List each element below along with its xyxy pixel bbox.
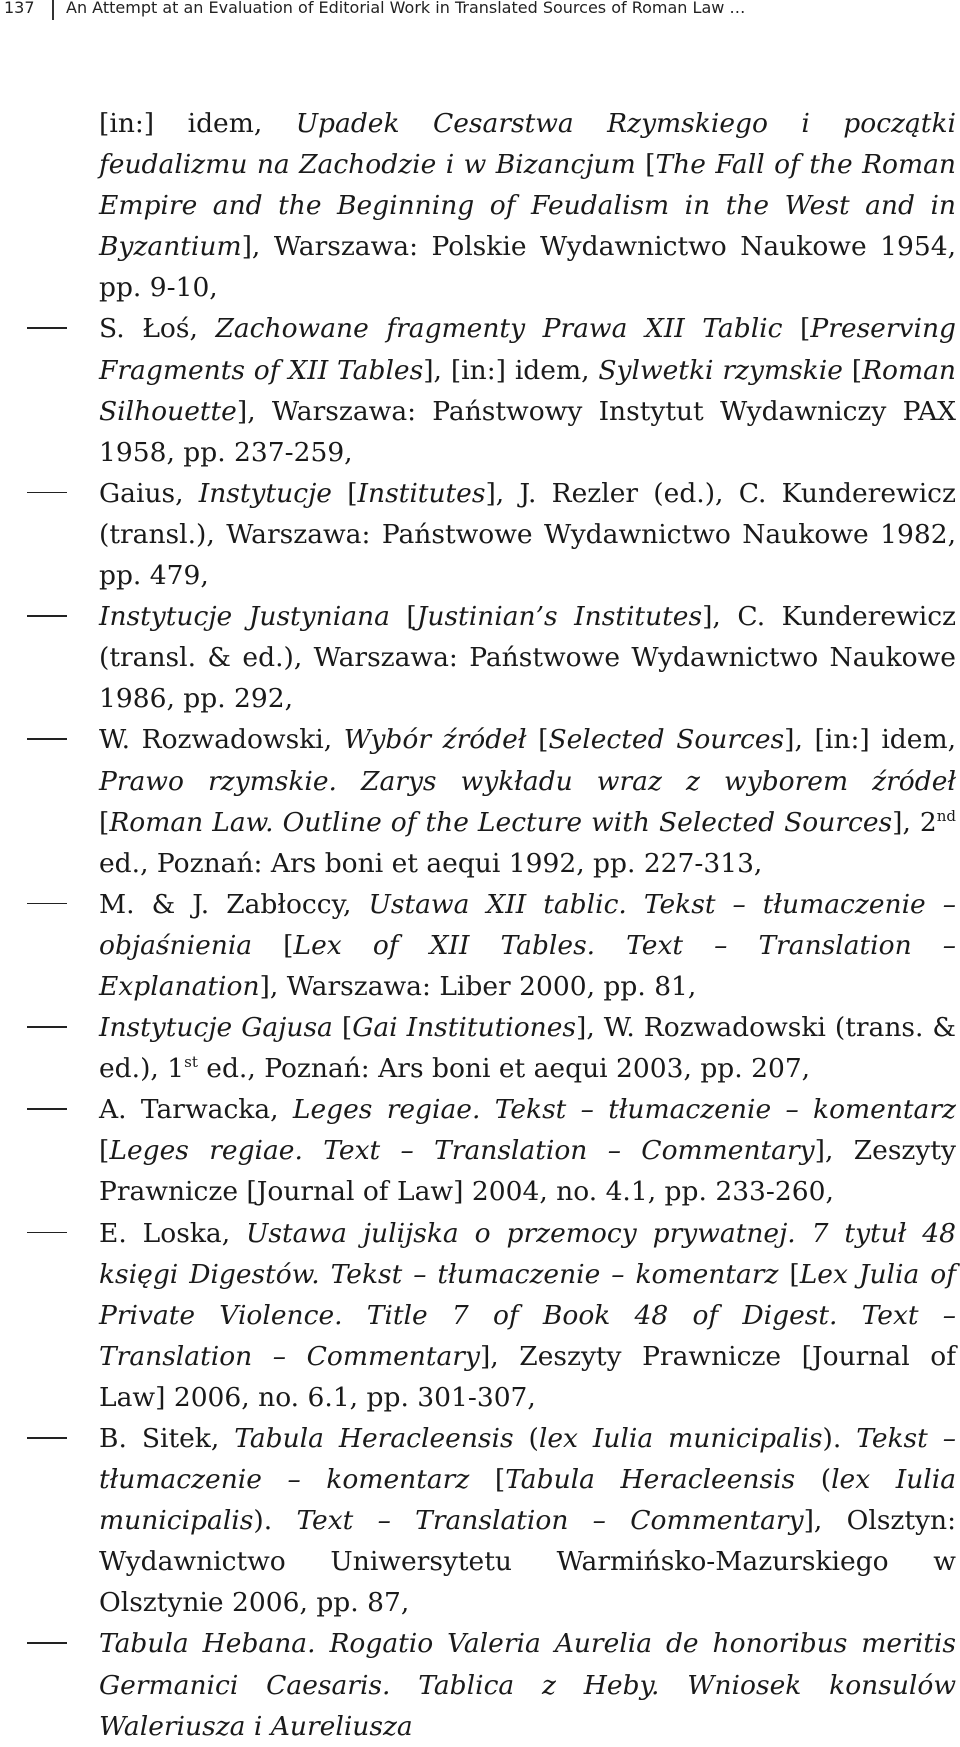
entry-text: ed., Poznań: Ars boni et aequi 1992, pp. 227-313, bbox=[99, 847, 763, 879]
entry-text: [ bbox=[526, 724, 549, 756]
entry-text: [ bbox=[842, 354, 863, 386]
italic-text: Instytucje Justyniana bbox=[99, 601, 390, 633]
running-title: An Attempt at an Evaluation of Editorial Work in Translated Sources of Roman Law … bbox=[66, 0, 746, 17]
italic-text: Ustawa julijska o przemocy prywatnej. 7 tytuł 48 księgi Digestów. Tekst – tłumaczenie – komentarz bbox=[99, 1217, 956, 1290]
entry-text: [ bbox=[331, 477, 358, 509]
italic-text: Lex of XII Tables. Text – Translation – Explanation bbox=[99, 929, 956, 1002]
bibliography-entry bbox=[0, 1623, 956, 1746]
entry-text: E. Loska, bbox=[99, 1217, 247, 1249]
entry-text: st bbox=[184, 1053, 198, 1072]
list-dash bbox=[27, 1642, 67, 1644]
italic-text: Tekst – tłumaczenie – komentarz bbox=[99, 1423, 956, 1496]
italic-text: Lex Julia of Private Violence. Title 7 of Book 48 of Digest. Text – Translation – Commentary bbox=[99, 1258, 956, 1372]
italic-text: Institutes bbox=[357, 477, 486, 509]
entry-text: B. Sitek, bbox=[99, 1423, 235, 1454]
italic-text: Ustawa XII tablic. Tekst – tłumaczenie – objaśnienia bbox=[99, 888, 956, 961]
entry-text: ], Warszawa: Polskie Wydawnictwo Naukowe 1954, pp. 9-10, bbox=[99, 231, 956, 304]
italic-text: Selected Sources bbox=[548, 724, 785, 756]
entry-text: ], 2 bbox=[892, 806, 937, 838]
entry-text: [ bbox=[782, 313, 811, 345]
bibliography-entry bbox=[0, 1213, 956, 1418]
entry-text: [ bbox=[778, 1258, 800, 1290]
italic-text: Roman Silhouette bbox=[99, 354, 956, 427]
list-dash bbox=[27, 903, 67, 905]
entry-text: [ bbox=[99, 1135, 110, 1167]
bibliography-entry bbox=[0, 473, 956, 596]
list-dash bbox=[27, 615, 67, 617]
list-dash bbox=[27, 738, 67, 740]
entry-text: ], Warszawa: Państwowy Instytut Wydawniczy PAX 1958, pp. 237-259, bbox=[99, 395, 956, 468]
entry-text: ], Zeszyty Prawnicze [Journal of Law] 2004, no. 4.1, pp. 233-260, bbox=[99, 1135, 956, 1208]
entry-text: M. & J. Zabłoccy, bbox=[99, 888, 369, 920]
italic-text: Prawo rzymskie. Zarys wykładu wraz z wyborem źródeł bbox=[99, 765, 956, 797]
bibliography-entry bbox=[0, 596, 956, 719]
italic-text: Tabula Heracleensis bbox=[505, 1464, 796, 1496]
entry-text: W. Rozwadowski, bbox=[99, 724, 344, 756]
entry-text: [ bbox=[332, 1012, 353, 1044]
entry-text: [ bbox=[635, 149, 656, 181]
italic-text: The Fall of the Roman Empire and the Beginning of Feudalism in the West and in Byzantium bbox=[99, 149, 956, 263]
italic-text: Text – Translation – Commentary bbox=[296, 1505, 804, 1537]
bibliography-list bbox=[0, 103, 960, 1747]
bibliography-entry bbox=[0, 719, 956, 883]
entry-text: ], J. Rezler (ed.), C. Kunderewicz (transl.), Warszawa: Państwowe Wydawnictwo Naukowe 1982, pp. 479, bbox=[99, 477, 956, 592]
bibliography-entry bbox=[0, 103, 956, 308]
list-dash bbox=[27, 492, 67, 494]
list-dash bbox=[27, 327, 67, 329]
entry-text: ], Warszawa: Liber 2000, pp. 81, bbox=[259, 970, 697, 1002]
entry-text: ed., Poznań: Ars boni et aequi 2003, pp. 207, bbox=[197, 1053, 811, 1085]
entry-text: Gaius, bbox=[99, 477, 199, 509]
italic-text: Leges regiae. Tekst – tłumaczenie – komentarz bbox=[292, 1094, 956, 1126]
italic-text: Instytucje Gajusa bbox=[99, 1012, 333, 1044]
entry-text: [ bbox=[469, 1464, 506, 1496]
entry-text: ( bbox=[795, 1464, 832, 1496]
entry-text: ], C. Kunderewicz (transl. & ed.), Warszawa: Państwowe Wydawnictwo Naukowe 1986, pp. 292, bbox=[99, 601, 956, 715]
bibliography-entry bbox=[0, 1089, 956, 1212]
italic-text: Justinian’s Institutes bbox=[416, 601, 703, 633]
list-dash bbox=[27, 1026, 67, 1028]
italic-text: lex Iulia municipalis bbox=[538, 1423, 823, 1454]
bibliography-entry bbox=[0, 884, 956, 1007]
italic-text: Sylwetki rzymskie bbox=[598, 354, 843, 386]
bibliography-entry bbox=[0, 1007, 956, 1089]
italic-text: Tabula Hebana. Rogatio Valeria Aurelia de honoribus meritis Germanici Caesaris. Tablica z Heby. Wniosek konsulów Waleriusza i Aureliusza bbox=[99, 1628, 956, 1742]
list-dash bbox=[27, 1232, 67, 1234]
italic-text: Tabula Heracleensis bbox=[234, 1423, 514, 1454]
page-number: 137 bbox=[4, 0, 35, 17]
entry-text: [in:] idem, bbox=[99, 108, 296, 139]
list-dash bbox=[27, 1437, 67, 1439]
italic-text: lex Iulia municipalis bbox=[99, 1464, 957, 1537]
entry-text: nd bbox=[936, 806, 957, 825]
italic-text: Wybór źródeł bbox=[343, 724, 527, 756]
header-divider bbox=[52, 0, 54, 20]
entry-text: ( bbox=[513, 1423, 539, 1454]
italic-text: Preserving Fragments of XII Tables bbox=[99, 313, 956, 386]
italic-text: Leges regiae. Text – Translation – Commentary bbox=[109, 1135, 815, 1167]
bibliography-entry bbox=[0, 308, 956, 472]
italic-text: Roman Law. Outline of the Lecture with Selected Sources bbox=[109, 806, 893, 838]
entry-text: ). bbox=[822, 1423, 857, 1454]
entry-text: ], [in:] idem, bbox=[784, 724, 957, 756]
bibliography-entry bbox=[0, 1418, 956, 1623]
entry-text: A. Tarwacka, bbox=[99, 1094, 293, 1126]
list-dash bbox=[27, 1108, 67, 1110]
italic-text: Gai Institutiones bbox=[352, 1012, 577, 1044]
entry-text: [ bbox=[252, 929, 294, 961]
entry-text: ], W. Rozwadowski (trans. & ed.), 1 bbox=[99, 1012, 956, 1085]
entry-text: [ bbox=[99, 806, 110, 838]
entry-text: ], Zeszyty Prawnicze [Journal of Law] 2006, no. 6.1, pp. 301-307, bbox=[99, 1340, 957, 1413]
entry-text: ], Olsztyn: Wydawnictwo Uniwersytetu Warmińsko-Mazurskiego w Olsztynie 2006, pp. 87, bbox=[99, 1505, 956, 1619]
running-header bbox=[0, 0, 960, 24]
entry-text: S. Łoś, bbox=[99, 313, 216, 345]
entry-text: ). bbox=[253, 1505, 297, 1537]
entry-text: ], [in:] idem, bbox=[423, 354, 599, 386]
entry-text: [ bbox=[389, 601, 417, 633]
italic-text: Zachowane fragmenty Prawa XII Tablic bbox=[215, 313, 783, 345]
italic-text: Upadek Cesarstwa Rzymskiego i początki feudalizmu na Zachodzie i w Bizancjum bbox=[99, 108, 956, 181]
italic-text: Instytucje bbox=[198, 477, 332, 509]
